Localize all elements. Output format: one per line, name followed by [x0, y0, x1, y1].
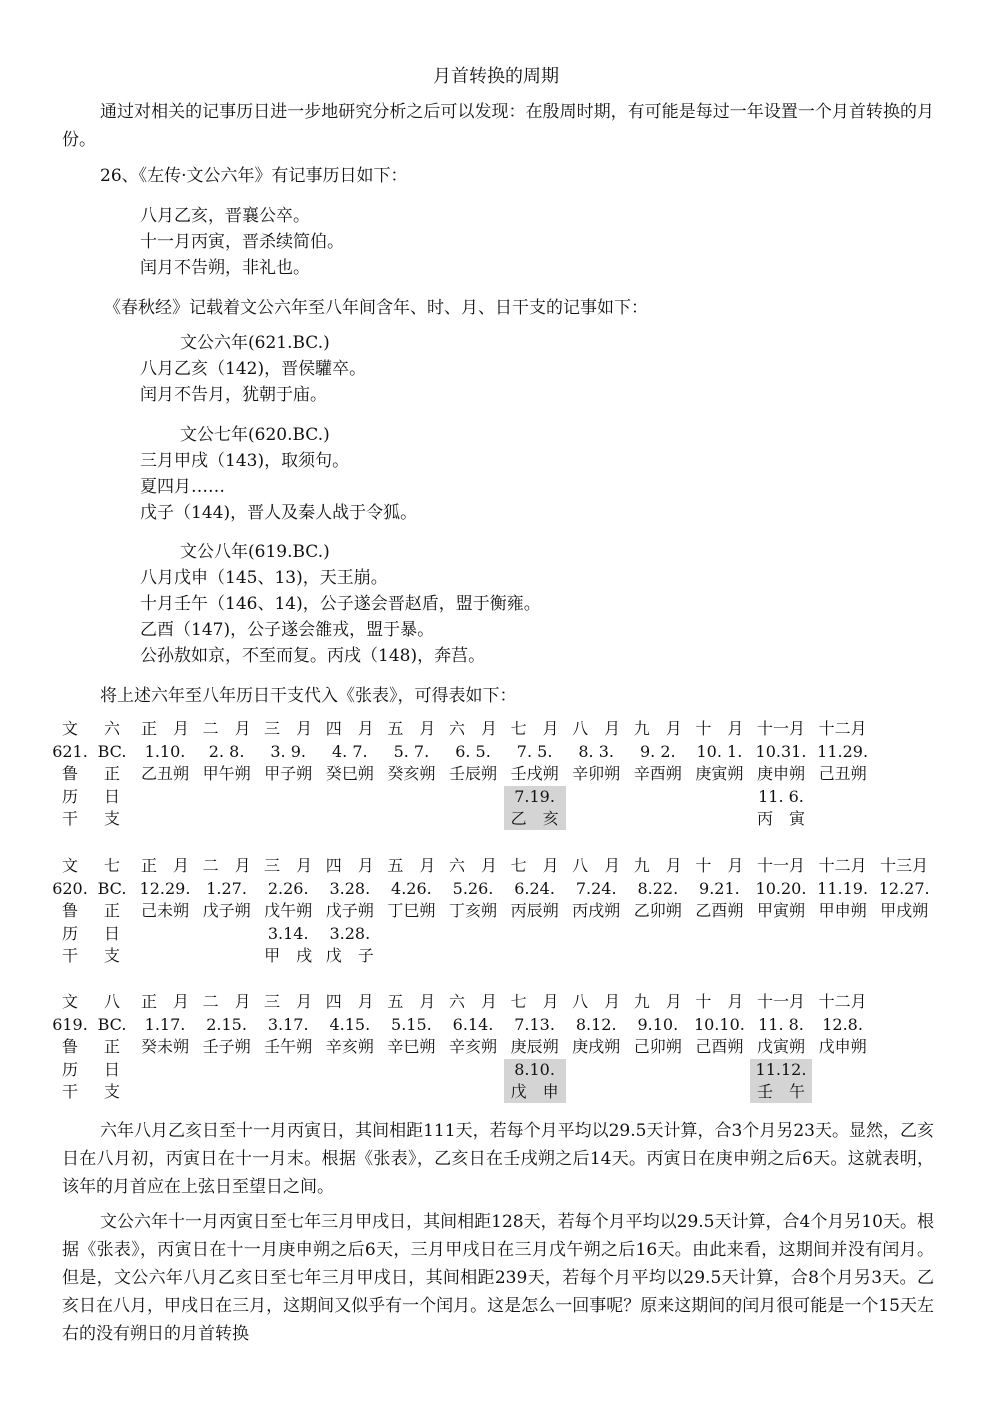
month-header: 三 月 [264, 856, 313, 875]
row-label: 正 [103, 764, 120, 783]
intro-paragraph [62, 98, 934, 154]
row-label: 文 [61, 856, 78, 875]
year8-line: 八月戊申（145、13)，天王崩。 [140, 568, 388, 588]
shuo-ganzhi: 乙卯朔 [633, 901, 682, 920]
month-header: 五 月 [387, 992, 436, 1011]
shuo-ganzhi: 甲申朔 [818, 901, 867, 920]
table-intro: 将上述六年至八年历日干支代入《张表》，可得表如下： [100, 686, 517, 706]
new-moon-date: 6. 5. [455, 741, 491, 761]
shuo-ganzhi: 庚申朔 [756, 764, 805, 783]
month-header: 五 月 [387, 856, 436, 875]
zuozhuan-line: 八月乙亥，晋襄公卒。 [140, 206, 310, 226]
new-moon-date: 7.24. [575, 878, 617, 898]
month-header: 十二月 [818, 856, 867, 875]
new-moon-date: 6.24. [514, 878, 555, 898]
year7-line: 戊子（144)，晋人及秦人战于令狐。 [140, 503, 418, 523]
event-date: 3.14. [267, 923, 309, 943]
zuozhuan-line: 十一月丙寅，晋杀续简伯。 [140, 232, 344, 252]
month-header: 正 月 [140, 856, 189, 875]
new-moon-date: 10. 1. [696, 741, 743, 761]
year6-label: 文公六年(621.BC.) [180, 333, 330, 353]
shuo-ganzhi: 丙辰朔 [510, 901, 559, 920]
year6-line: 八月乙亥（142)，晋侯驩卒。 [140, 359, 367, 379]
month-header: 十 月 [695, 856, 744, 875]
new-moon-date: 11.19. [817, 878, 869, 898]
month-header: 二 月 [202, 856, 251, 875]
month-header: 十一月 [756, 992, 805, 1011]
item26-heading: 26、《左传·文公六年》有记事历日如下： [100, 166, 408, 186]
new-moon-date: 6.14. [452, 1014, 494, 1034]
month-header: 九 月 [633, 719, 682, 738]
shuo-ganzhi: 甲子朔 [264, 764, 313, 783]
row-label: 六 [103, 719, 120, 738]
shuo-ganzhi: 乙酉朔 [695, 901, 744, 920]
analysis-paragraph-1 [62, 1117, 934, 1201]
shuo-ganzhi: 癸亥朔 [387, 764, 436, 783]
event-ganzhi: 戊 申 [504, 1081, 566, 1103]
page-title: 月首转换的周期 [433, 66, 559, 87]
month-header: 十 月 [695, 719, 744, 738]
shuo-ganzhi: 己丑朔 [818, 764, 867, 783]
new-moon-date: 12.29. [139, 878, 191, 898]
shuo-ganzhi: 壬戌朔 [510, 764, 559, 783]
shuo-ganzhi: 辛亥朔 [325, 1037, 374, 1056]
row-label: 鲁 [61, 764, 78, 783]
shuo-ganzhi: 乙丑朔 [140, 764, 189, 783]
event-date: 11.12. [750, 1059, 812, 1081]
intro-text: 通过对相关的记事历日进一步地研究分析之后可以发现：在殷周时期，有可能是每过一年设置一个月首转换的月份。 [62, 102, 934, 150]
new-moon-date: 1.17. [144, 1014, 186, 1034]
month-header: 八 月 [572, 719, 621, 738]
shuo-ganzhi: 戊子朔 [325, 901, 374, 920]
row-label: 干 [61, 946, 78, 965]
new-moon-date: 3.28. [329, 878, 371, 898]
shuo-ganzhi: 壬辰朔 [448, 764, 497, 783]
new-moon-date: 7. 5. [516, 741, 553, 761]
new-moon-date: 12.27. [878, 878, 930, 898]
month-header: 十二月 [818, 992, 867, 1011]
row-label: 八 [103, 992, 120, 1011]
month-header: 九 月 [633, 856, 682, 875]
shuo-ganzhi: 戊寅朔 [756, 1037, 805, 1056]
shuo-ganzhi: 戊申朔 [818, 1037, 867, 1056]
shuo-ganzhi: 戊午朔 [264, 901, 313, 920]
new-moon-date: 9.10. [637, 1014, 679, 1034]
new-moon-date: 4.26. [391, 878, 432, 898]
month-header: 七 月 [510, 856, 559, 875]
shuo-ganzhi: 庚寅朔 [695, 764, 744, 783]
new-moon-date: 5.26. [452, 878, 494, 898]
row-label: 鲁 [61, 1037, 78, 1056]
shuo-ganzhi: 壬子朔 [202, 1037, 251, 1056]
new-moon-date: 8.22. [637, 878, 679, 898]
year8-line: 乙酉（147)，公子遂会雒戎，盟于暴。 [140, 620, 435, 640]
event-date: 8.10. [504, 1059, 566, 1081]
shuo-ganzhi: 甲午朔 [202, 764, 251, 783]
month-header: 四 月 [325, 856, 374, 875]
para2-text: 文公六年十一月丙寅日至七年三月甲戌日，其间相距128天，若每个月平均以29.5天计算，合4个月另10天。根据《张表》，丙寅日在十一月庚申朔之后6天，三月甲戌日在三月戊午朔之后16天。由此来看，这期间并没有闰月。但是，文公六年八月乙亥日至七年三月甲戌日，其间相距239天，若每个月平均以29.5天计算，合8个月另3天。乙亥日在八月，甲戌日在三月，这期间又似乎有一个闰月。这是怎么一回事呢？原来这期间的闰月很可能是一个15天左右的没有朔日的月首转换 [62, 1212, 934, 1344]
new-moon-date: 1.10. [144, 741, 186, 761]
new-moon-date: 2.15. [206, 1014, 247, 1034]
new-moon-date: 8. 3. [578, 741, 614, 761]
row-label: 正 [103, 1037, 120, 1056]
month-header: 九 月 [633, 992, 682, 1011]
row-label: 日 [103, 1059, 120, 1079]
month-header: 八 月 [572, 856, 621, 875]
row-label: 历 [61, 786, 78, 806]
shuo-ganzhi: 癸未朔 [140, 1037, 189, 1056]
new-moon-date: 11.29. [817, 741, 869, 761]
month-header: 六 月 [448, 856, 497, 875]
year8-line: 十月壬午（146、14)，公子遂会晋赵盾，盟于衡雍。 [140, 594, 541, 614]
event-date: 7.19. [504, 786, 566, 808]
shuo-ganzhi: 癸巳朔 [325, 764, 374, 783]
new-moon-date: 12.8. [822, 1014, 863, 1034]
row-label: 支 [103, 809, 120, 828]
new-moon-date: 4.15. [329, 1014, 371, 1034]
new-moon-date: 9. 2. [639, 741, 676, 761]
row-label: 619. [52, 1014, 88, 1034]
new-moon-date: 2.26. [267, 878, 309, 898]
month-header: 十二月 [818, 719, 867, 738]
shuo-ganzhi: 辛卯朔 [572, 764, 621, 783]
month-header: 四 月 [325, 992, 374, 1011]
month-header: 五 月 [387, 719, 436, 738]
month-header: 八 月 [572, 992, 621, 1011]
month-header: 三 月 [264, 992, 313, 1011]
shuo-ganzhi: 辛巳朔 [387, 1037, 436, 1056]
row-label: 历 [61, 923, 78, 943]
month-header: 四 月 [325, 719, 374, 738]
new-moon-date: 3.17. [267, 1014, 309, 1034]
shuo-ganzhi: 己卯朔 [633, 1037, 682, 1056]
row-label: 文 [61, 719, 78, 738]
year7-line: 夏四月…… [140, 477, 225, 497]
row-label: 历 [61, 1059, 78, 1079]
year8-line: 公孙敖如京，不至而复。丙戌（148)，奔莒。 [140, 646, 486, 666]
shuo-ganzhi: 丁亥朔 [448, 901, 497, 920]
shuo-ganzhi: 丙戌朔 [572, 901, 621, 920]
month-header: 七 月 [510, 719, 559, 738]
event-ganzhi: 戊 子 [325, 946, 374, 965]
year7-label: 文公七年(620.BC.) [180, 425, 330, 445]
row-label: 文 [61, 992, 78, 1011]
shuo-ganzhi: 戊子朔 [202, 901, 251, 920]
new-moon-date: 5.15. [391, 1014, 432, 1034]
shuo-ganzhi: 庚辰朔 [510, 1037, 559, 1056]
month-header: 六 月 [448, 992, 497, 1011]
event-date: 3.28. [329, 923, 371, 943]
month-header: 正 月 [140, 719, 189, 738]
shuo-ganzhi: 己未朔 [140, 901, 189, 920]
shuo-ganzhi: 庚戌朔 [572, 1037, 621, 1056]
shuo-ganzhi: 辛酉朔 [633, 764, 682, 783]
month-header: 十三月 [880, 856, 929, 875]
new-moon-date: 8.12. [575, 1014, 617, 1034]
row-label: 620. [52, 878, 88, 898]
month-header: 十 月 [695, 992, 744, 1011]
new-moon-date: 11. 8. [758, 1014, 804, 1034]
shuo-ganzhi: 甲戌朔 [880, 901, 929, 920]
new-moon-date: 7.13. [514, 1014, 555, 1034]
month-header: 六 月 [448, 719, 497, 738]
month-header: 十一月 [756, 856, 805, 875]
event-ganzhi: 壬 午 [750, 1081, 812, 1103]
new-moon-date: 1.27. [206, 878, 247, 898]
year7-line: 三月甲戌（143)，取须句。 [140, 451, 350, 471]
para1-text: 六年八月乙亥日至十一月丙寅日，其间相距111天，若每个月平均以29.5天计算，合3个月另23天。显然，乙亥日在八月初，丙寅日在十一月末。根据《张表》，乙亥日在壬戌朔之后14天。丙寅日在庚申朔之后6天。这就表明，该年的月首应在上弦日至望日之间。 [62, 1121, 934, 1197]
row-label: 支 [103, 946, 120, 965]
row-label: 干 [61, 1082, 78, 1101]
row-label: BC. [97, 878, 127, 898]
month-header: 正 月 [140, 992, 189, 1011]
row-label: 日 [103, 923, 120, 943]
zuozhuan-line: 闰月不告朔，非礼也。 [140, 258, 310, 278]
row-label: 日 [103, 786, 120, 806]
shuo-ganzhi: 己酉朔 [695, 1037, 744, 1056]
month-header: 二 月 [202, 719, 251, 738]
new-moon-date: 9.21. [699, 878, 740, 898]
shuo-ganzhi: 丁巳朔 [387, 901, 436, 920]
shuo-ganzhi: 壬午朔 [264, 1037, 313, 1056]
row-label: 621. [52, 741, 88, 761]
event-ganzhi: 丙 寅 [756, 809, 805, 828]
analysis-paragraph-2 [62, 1208, 934, 1348]
row-label: BC. [97, 741, 127, 761]
month-header: 十一月 [756, 719, 805, 738]
shuo-ganzhi: 辛亥朔 [448, 1037, 497, 1056]
year6-line: 闰月不告月，犹朝于庙。 [140, 385, 327, 405]
month-header: 二 月 [202, 992, 251, 1011]
new-moon-date: 2. 8. [208, 741, 245, 761]
row-label: 支 [103, 1082, 120, 1101]
new-moon-date: 4. 7. [331, 741, 368, 761]
new-moon-date: 5. 7. [393, 741, 430, 761]
new-moon-date: 10.20. [755, 878, 807, 898]
new-moon-date: 10.31. [755, 741, 807, 761]
new-moon-date: 3. 9. [270, 741, 306, 761]
chunqiu-heading: 《春秋经》记载着文公六年至八年间含年、时、月、日干支的记事如下： [104, 298, 648, 318]
row-label: 鲁 [61, 901, 78, 920]
month-header: 三 月 [264, 719, 313, 738]
new-moon-date: 10.10. [693, 1014, 745, 1034]
event-ganzhi: 乙 亥 [504, 808, 566, 830]
year8-label: 文公八年(619.BC.) [180, 542, 330, 562]
month-header: 七 月 [510, 992, 559, 1011]
event-ganzhi: 甲 戌 [264, 946, 313, 965]
row-label: 正 [103, 901, 120, 920]
row-label: BC. [97, 1014, 127, 1034]
shuo-ganzhi: 甲寅朔 [756, 901, 805, 920]
row-label: 干 [61, 809, 78, 828]
row-label: 七 [103, 856, 120, 875]
event-date: 11. 6. [758, 786, 804, 806]
